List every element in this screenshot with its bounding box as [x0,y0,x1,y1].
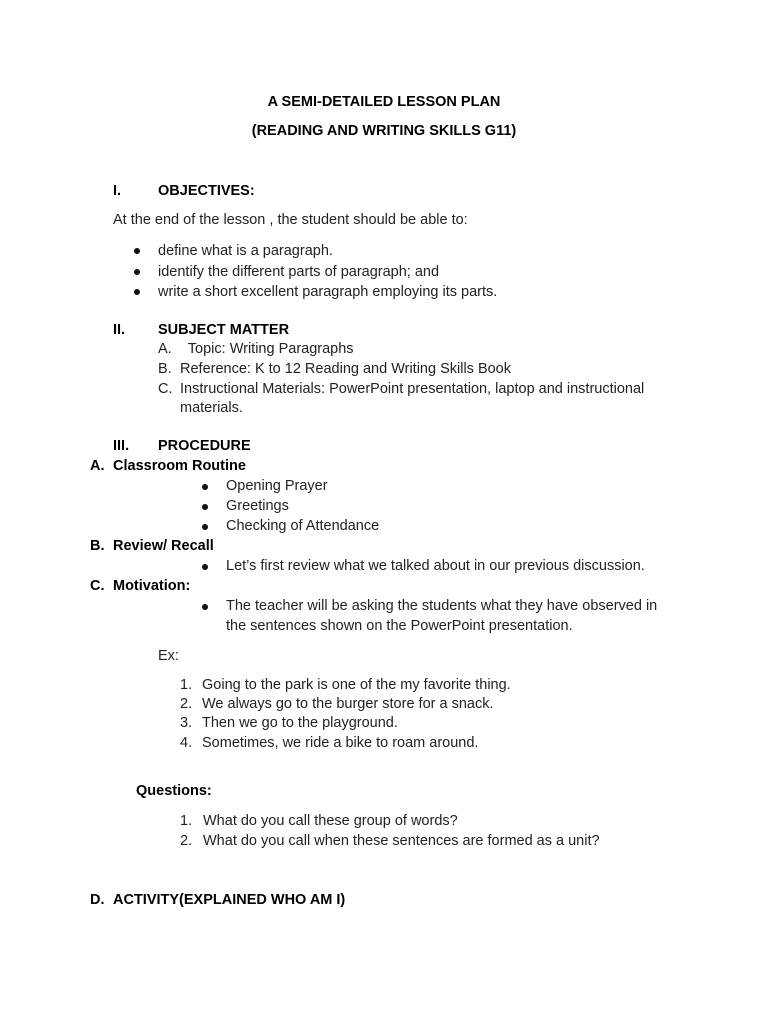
section-heading: PROCEDURE [158,438,251,454]
list-item: Topic: Writing Paragraphs [180,341,354,357]
list-item-continuation: materials. [180,400,243,416]
list-marker: B. [158,361,172,377]
subsection-heading: Motivation: [113,578,191,594]
list-item: Greetings [226,498,289,514]
list-item: identify the different parts of paragraph; and [158,264,440,280]
subsection-marker: B. [90,538,105,554]
bullet-icon [202,504,208,510]
bullet-icon [202,484,208,490]
list-marker: A. [158,341,172,357]
list-item-continuation: the sentences shown on the PowerPoint presentation. [226,618,573,634]
bullet-icon [202,524,208,530]
list-marker: 1. [180,677,193,693]
list-item: Let’s first review what we talked about in our previous discussion. [226,558,645,574]
objectives-intro: At the end of the lesson , the student should be able to: [113,212,468,228]
section-numeral: III. [113,438,130,454]
bullet-icon [202,604,208,610]
subsection-heading: Classroom Routine [113,458,246,474]
subsection-marker: A. [90,458,105,474]
document-subtitle: (READING AND WRITING SKILLS G11) [251,123,517,139]
list-marker: 2. [180,833,193,849]
list-item: Then we go to the playground. [202,715,398,731]
list-item: Going to the park is one of the my favorite thing. [202,677,511,693]
subsection-marker: C. [90,578,105,594]
list-item: The teacher will be asking the students what they have observed in [226,598,658,614]
bullet-icon [134,289,140,295]
list-marker: 2. [180,696,193,712]
list-item: define what is a paragraph. [158,243,333,259]
list-item: Opening Prayer [226,478,328,494]
list-marker: C. [158,381,173,397]
questions-heading: Questions: [136,783,212,799]
list-item: write a short excellent paragraph employing its parts. [158,284,498,300]
list-item: What do you call when these sentences are formed as a unit? [203,833,600,849]
bullet-icon [134,248,140,254]
section-heading: OBJECTIVES: [158,183,255,199]
list-item: Sometimes, we ride a bike to roam around. [202,735,479,751]
section-numeral: II. [113,322,126,338]
list-marker: 4. [180,735,193,751]
list-item: Instructional Materials: PowerPoint presentation, laptop and instructional [180,381,645,397]
subsection-marker: D. [90,892,105,908]
subsection-heading: ACTIVITY(EXPLAINED WHO AM I) [113,892,346,908]
section-numeral: I. [113,183,122,199]
list-item: Reference: K to 12 Reading and Writing Skills Book [180,361,511,377]
list-item: We always go to the burger store for a snack. [202,696,494,712]
subsection-heading: Review/ Recall [113,538,214,554]
bullet-icon [134,269,140,275]
example-label: Ex: [158,648,179,664]
document-title: A SEMI-DETAILED LESSON PLAN [267,94,501,110]
list-item: What do you call these group of words? [203,813,458,829]
list-marker: 1. [180,813,193,829]
list-marker: 3. [180,715,193,731]
bullet-icon [202,564,208,570]
list-item: Checking of Attendance [226,518,380,534]
section-heading: SUBJECT MATTER [158,322,290,338]
